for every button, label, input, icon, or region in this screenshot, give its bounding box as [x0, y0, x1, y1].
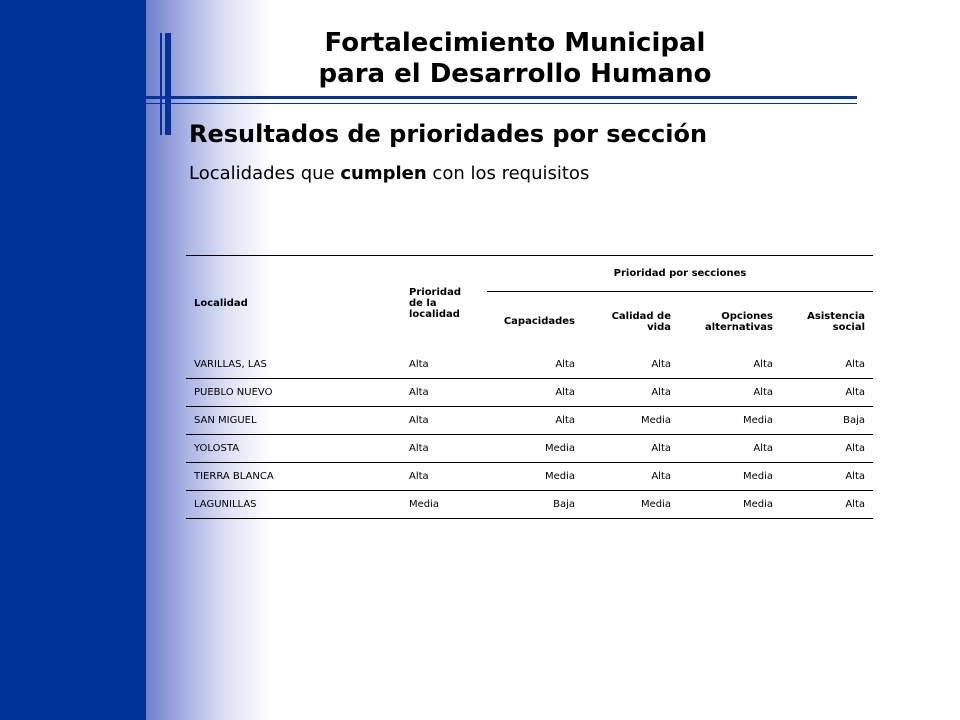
cell-capacidades: Media	[487, 435, 583, 463]
cell-asistencia: Alta	[781, 379, 873, 407]
cell-capacidades: Media	[487, 463, 583, 491]
cell-localidad: YOLOSTA	[186, 435, 401, 463]
table-row	[186, 407, 873, 435]
table-row	[186, 351, 873, 379]
header-asistencia-line-2: social	[832, 321, 865, 333]
cell-calidad: Alta	[583, 351, 679, 379]
cell-capacidades: Alta	[487, 351, 583, 379]
horizontal-rule-thick	[146, 96, 857, 99]
slide-heading: Resultados de prioridades por sección	[189, 120, 708, 148]
header-prioridad-line-3: localidad	[409, 309, 460, 320]
cell-localidad: LAGUNILLAS	[186, 491, 401, 519]
page-title-line-2: para el Desarrollo Humano	[318, 59, 712, 89]
cell-prioridad: Alta	[401, 379, 487, 407]
table-row	[186, 491, 873, 519]
page-title	[270, 28, 760, 90]
cell-capacidades: Alta	[487, 379, 583, 407]
cell-asistencia: Alta	[781, 491, 873, 519]
table-row	[186, 463, 873, 491]
header-opciones-line-1: Opciones	[721, 310, 773, 322]
cell-opciones: Media	[679, 491, 781, 519]
cell-asistencia: Alta	[781, 351, 873, 379]
header-prioridad-secciones: Prioridad por secciones	[487, 256, 873, 292]
subtext-before: Localidades que	[189, 163, 335, 184]
cell-localidad: SAN MIGUEL	[186, 407, 401, 435]
cell-capacidades: Baja	[487, 491, 583, 519]
table-row	[186, 435, 873, 463]
priority-table	[186, 255, 873, 519]
vertical-accent-thick	[165, 33, 171, 135]
cell-prioridad: Media	[401, 491, 487, 519]
cell-asistencia: Alta	[781, 463, 873, 491]
header-prioridad-line-2: de la	[409, 298, 437, 309]
table-row	[186, 379, 873, 407]
horizontal-rule-thin	[146, 103, 857, 104]
subtext-after: con los requisitos	[432, 163, 590, 184]
header-asistencia-line-1: Asistencia	[807, 310, 865, 322]
cell-localidad: TIERRA BLANCA	[186, 463, 401, 491]
sidebar-band	[0, 0, 146, 720]
cell-asistencia: Alta	[781, 435, 873, 463]
header-prioridad-localidad	[401, 256, 487, 352]
cell-prioridad: Alta	[401, 407, 487, 435]
cell-opciones: Alta	[679, 379, 781, 407]
cell-opciones: Media	[679, 463, 781, 491]
header-capacidades: Capacidades	[503, 316, 575, 327]
header-prioridad-line-1: Prioridad	[409, 287, 461, 298]
header-calidad-line-2: vida	[647, 321, 671, 333]
page-title-line-1: Fortalecimiento Municipal	[324, 28, 706, 58]
vertical-accent-thin	[160, 33, 162, 135]
header-opciones-line-2: alternativas	[705, 321, 773, 333]
header-opciones-alternativas	[679, 292, 781, 352]
header-asistencia-social	[781, 292, 873, 352]
table-header-row	[186, 256, 873, 292]
cell-prioridad: Alta	[401, 435, 487, 463]
cell-localidad: PUEBLO NUEVO	[186, 379, 401, 407]
cell-opciones: Alta	[679, 435, 781, 463]
subtext-bold: cumplen	[340, 163, 427, 184]
cell-opciones: Alta	[679, 351, 781, 379]
cell-calidad: Alta	[583, 435, 679, 463]
cell-calidad: Alta	[583, 379, 679, 407]
cell-capacidades: Alta	[487, 407, 583, 435]
cell-opciones: Media	[679, 407, 781, 435]
cell-calidad: Media	[583, 491, 679, 519]
cell-calidad: Alta	[583, 463, 679, 491]
cell-prioridad: Alta	[401, 351, 487, 379]
header-localidad: Localidad	[186, 256, 401, 352]
cell-prioridad: Alta	[401, 463, 487, 491]
cell-asistencia: Baja	[781, 407, 873, 435]
cell-calidad: Media	[583, 407, 679, 435]
header-calidad-line-1: Calidad de	[611, 310, 671, 322]
cell-localidad: VARILLAS, LAS	[186, 351, 401, 379]
header-calidad-vida	[583, 292, 679, 352]
slide-subtext	[189, 163, 589, 184]
